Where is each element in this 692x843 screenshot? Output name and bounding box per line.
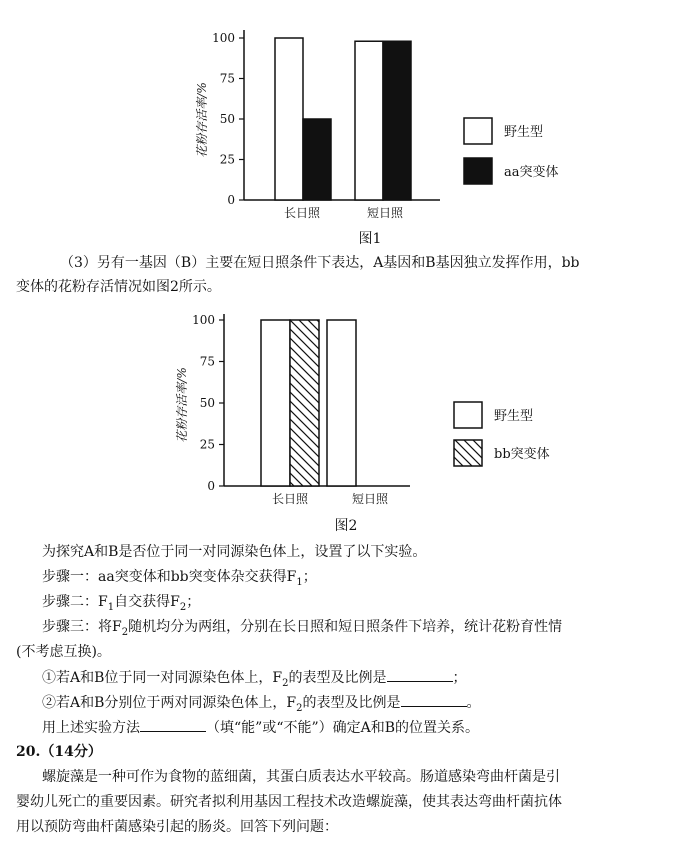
condition-1: ①若A和B位于同一对同源染色体上，$F_2$的表型及比例是 ；	[42, 667, 467, 694]
fig2-legend-swatch-wildtype	[454, 402, 482, 428]
fig1-y-tick-label: 25	[219, 152, 235, 167]
answer-blank-1[interactable]	[387, 667, 453, 682]
fig1-legend-swatch-wildtype	[464, 118, 492, 144]
figure-2-chart	[0, 300, 692, 540]
fig1-cat-label: 长日照	[283, 206, 321, 220]
fig1-caption: 图1	[358, 231, 382, 247]
step-1: 步骤一：aa突变体和bb突变体杂交获得$F_1$；	[42, 569, 317, 588]
fig2-caption: 图2	[334, 518, 358, 534]
fig2-bar-wildtype	[261, 320, 290, 486]
fig1-legend-label: aa突变体	[504, 165, 559, 180]
fig2-legend-label: 野生型	[494, 409, 534, 424]
fig2-y-tick-label: 0	[207, 479, 215, 493]
answer-blank-3[interactable]	[140, 717, 206, 732]
fig2-y-tick-label: 75	[199, 354, 215, 369]
question-20-header: 20.（14分）	[16, 744, 102, 760]
fig2-bar-mutant	[290, 320, 319, 486]
fig2-bar-wildtype	[327, 320, 356, 486]
fig1-cat-label: 短日照	[366, 206, 404, 220]
method-line: 用上述实验方法 （填“能”或“不能”）确定A和B的位置关系。	[42, 717, 479, 738]
fig2-legend-label: bb突变体	[494, 447, 550, 462]
step-2: 步骤二：$F_1$自交获得$F_2$；	[42, 594, 201, 613]
fig2-y-axis-label: 花粉存活率/%	[175, 367, 189, 443]
fig1-y-tick-label: 100	[212, 31, 235, 45]
condition-2: ②若A和B分别位于两对同源染色体上，$F_2$的表型及比例是 。	[42, 692, 481, 719]
fig1-y-axis-label: 花粉存活率/%	[195, 82, 209, 158]
q20-para-line3: 用以预防弯曲杆菌感染引起的肠炎。回答下列问题：	[16, 819, 338, 835]
fig2-cat-label: 长日照	[271, 492, 309, 506]
answer-blank-2[interactable]	[401, 692, 467, 707]
q3-line2: 变体的花粉存活情况如图2所示。	[16, 279, 221, 295]
fig1-y-tick-label: 0	[227, 193, 235, 207]
figure-1-chart	[0, 0, 692, 250]
q20-para-line1: 螺旋藻是一种可作为食物的蓝细菌，其蛋白质表达水平较高。肠道感染弯曲杆菌是引	[42, 769, 560, 785]
fig2-legend-swatch-bb	[454, 440, 482, 466]
fig1-bar-mutant	[383, 41, 411, 200]
fig1-legend-swatch-aa	[464, 158, 492, 184]
step-3: 步骤三：将$F_2$随机均分为两组，分别在长日照和短日照条件下培养，统计花粉育性情	[42, 619, 563, 638]
fig1-legend-label: 野生型	[504, 125, 544, 140]
fig2-y-tick-label: 25	[199, 437, 215, 452]
q20-para-line2: 婴幼儿死亡的重要因素。研究者拟利用基因工程技术改造螺旋藻，使其表达弯曲杆菌抗体	[16, 794, 562, 810]
step-3-line2: (不考虑互换)。	[16, 644, 111, 660]
fig1-bar-wildtype	[275, 38, 303, 200]
fig2-cat-label: 短日照	[351, 492, 389, 506]
fig2-y-tick-label: 50	[199, 396, 215, 410]
q3-line1: （3）另有一基因（B）主要在短日照条件下表达，A基因和B基因独立发挥作用，bb	[60, 255, 580, 271]
fig1-bar-wildtype	[355, 41, 383, 200]
fig1-y-tick-label: 75	[219, 71, 235, 86]
fig2-y-tick-label: 100	[192, 313, 215, 327]
fig1-y-tick-label: 50	[219, 112, 235, 126]
fig1-bar-mutant	[303, 119, 331, 200]
intro-line: 为探究A和B是否位于同一对同源染色体上，设置了以下实验。	[42, 544, 427, 560]
